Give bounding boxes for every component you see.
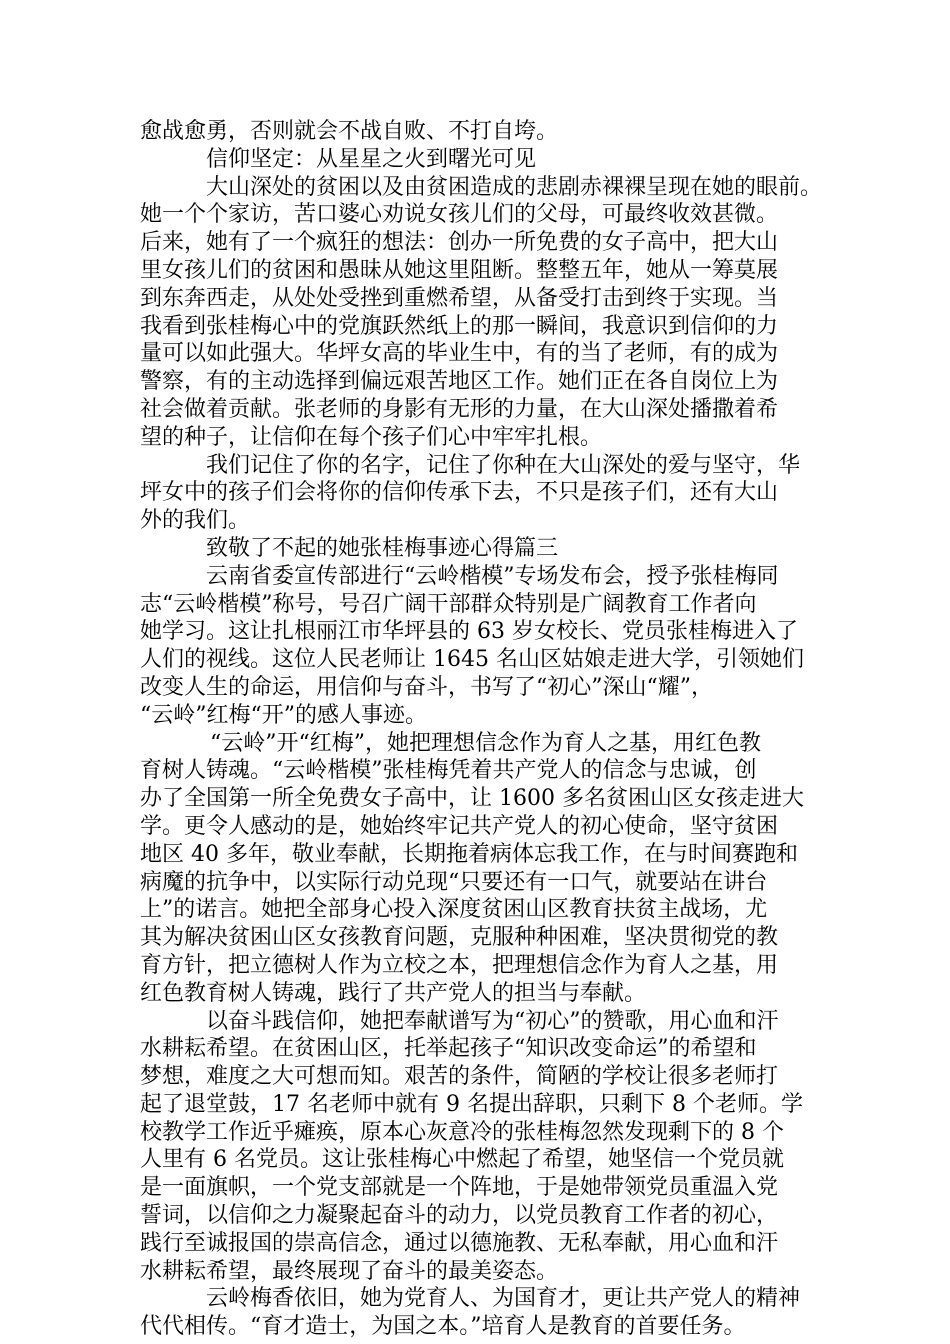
text-line: 警察，有的主动选择到偏远艰苦地区工作。她们正在各自岗位上为: [140, 369, 779, 395]
text-line: 到东奔西走，从处处受挫到重燃希望，从备受打击到终于实现。当: [140, 285, 779, 311]
text-line: 后来，她有了一个疯狂的想法：创办一所免费的女子高中，把大山: [140, 230, 779, 256]
text-line: 上”的诺言。她把全部身心投入深度贫困山区教育扶贫主战场，尤: [140, 897, 768, 923]
text-line: 梦想，难度之大可想而知。艰苦的条件，简陋的学校让很多老师打: [140, 1064, 779, 1090]
text-line: 誓词，以信仰之力凝聚起奋斗的动力，以党员教育工作者的初心，: [140, 1203, 779, 1229]
document-body: [140, 118, 823, 1341]
text-line: 她学习。这让扎根丽江市华坪县的 63 岁女校长、党员张桂梅进入了: [140, 619, 798, 645]
text-line: 致敬了不起的她张桂梅事迹心得篇三: [206, 535, 559, 561]
text-line: 里女孩儿们的贫困和愚昧从她这里阻断。整整五年，她从一筹莫展: [140, 257, 779, 283]
text-line: 病魔的抗争中，以实际行动兑现“只要还有一口气，就要站在讲台: [140, 869, 768, 895]
text-line: 水耕耘希望。在贫困山区，托举起孩子“知识改变命运”的希望和: [140, 1036, 757, 1062]
text-line: 外的我们。: [140, 508, 251, 534]
text-line: 起了退堂鼓，17 名老师中就有 9 名提出辞职，只剩下 8 个老师。学: [140, 1091, 803, 1117]
text-line: 志“云岭楷模”称号，号召广阔干部群众特别是广阔教育工作者向: [140, 591, 757, 617]
text-line: 云南省委宣传部进行“云岭楷模”专场发布会，授予张桂梅同: [206, 563, 779, 589]
text-line: 其为解决贫困山区女孩教育问题，克服种种困难，坚决贯彻党的教: [140, 925, 779, 951]
text-line: 人们的视线。这位人民老师让 1645 名山区姑娘走进大学，引领她们: [140, 647, 804, 673]
text-line: 信仰坚定：从星星之火到曙光可见: [206, 146, 537, 172]
text-line: 望的种子，让信仰在每个孩子们心中牢牢扎根。: [140, 424, 603, 450]
text-line: 校教学工作近乎瘫痪，原本心灰意冷的张桂梅忽然发现剩下的 8 个: [140, 1119, 784, 1145]
text-line: 大山深处的贫困以及由贫困造成的悲剧赤裸裸呈现在她的眼前。: [206, 174, 823, 200]
text-line: 愈战愈勇，否则就会不战自败、不打自垮。: [140, 119, 559, 144]
text-line: “云岭”开“红梅”，她把理想信念作为育人之基，用红色教: [210, 730, 761, 756]
text-line: 践行至诚报国的崇高信念，通过以德施教、无私奉献，用心血和汗: [140, 1230, 779, 1256]
text-line: 学。更令人感动的是，她始终牢记共产党人的初心使命，坚守贫困: [140, 813, 779, 839]
text-line: 以奋斗践信仰，她把奉献谱写为“初心”的赞歌，用心血和汗: [206, 1008, 779, 1034]
text-line: 改变人生的命运，用信仰与奋斗，书写了“初心”深山“耀”，: [140, 674, 713, 700]
text-line: 云岭梅香依旧，她为党育人、为国育才，更让共产党人的精神: [206, 1286, 801, 1312]
text-line: 坪女中的孩子们会将你的信仰传承下去，不只是孩子们，还有大山: [140, 480, 779, 506]
text-line: 我看到张桂梅心中的党旗跃然纸上的那一瞬间，我意识到信仰的力: [140, 313, 779, 339]
text-line: 是一面旗帜，一个党支部就是一个阵地，于是她带领党员重温入党: [140, 1175, 779, 1201]
text-line: 她一个个家访，苦口婆心劝说女孩儿们的父母，可最终收效甚微。: [140, 202, 779, 228]
text-line: 我们记住了你的名字，记住了你种在大山深处的爱与坚守，华: [206, 452, 801, 478]
text-line: “云岭”红梅“开”的感人事迹。: [140, 702, 427, 728]
text-line: 地区 40 多年，敬业奉献，长期拖着病体忘我工作，在与时间赛跑和: [140, 841, 798, 867]
text-line: 育树人铸魂。“云岭楷模”张桂梅凭着共产党人的信念与忠诚，创: [140, 758, 757, 784]
text-line: 社会做着贡献。张老师的身影有无形的力量，在大山深处播撒着希: [140, 396, 779, 422]
text-line: 人里有 6 名党员。这让张桂梅心中燃起了希望，她坚信一个党员就: [140, 1147, 784, 1173]
text-line: 育方针，把立德树人作为立校之本，把理想信念作为育人之基，用: [140, 952, 779, 978]
text-line: 代代相传。“育才造士，为国之本。”培育人是教育的首要任务。: [140, 1314, 746, 1340]
text-line: 办了全国第一所全免费女子高中，让 1600 多名贫困山区女孩走进大: [140, 786, 804, 812]
text-line: 水耕耘希望，最终展现了奋斗的最美姿态。: [140, 1258, 559, 1284]
text-line: 量可以如此强大。华坪女高的毕业生中，有的当了老师，有的成为: [140, 341, 779, 367]
text-line: 红色教育树人铸魂，践行了共产党人的担当与奉献。: [140, 980, 647, 1006]
